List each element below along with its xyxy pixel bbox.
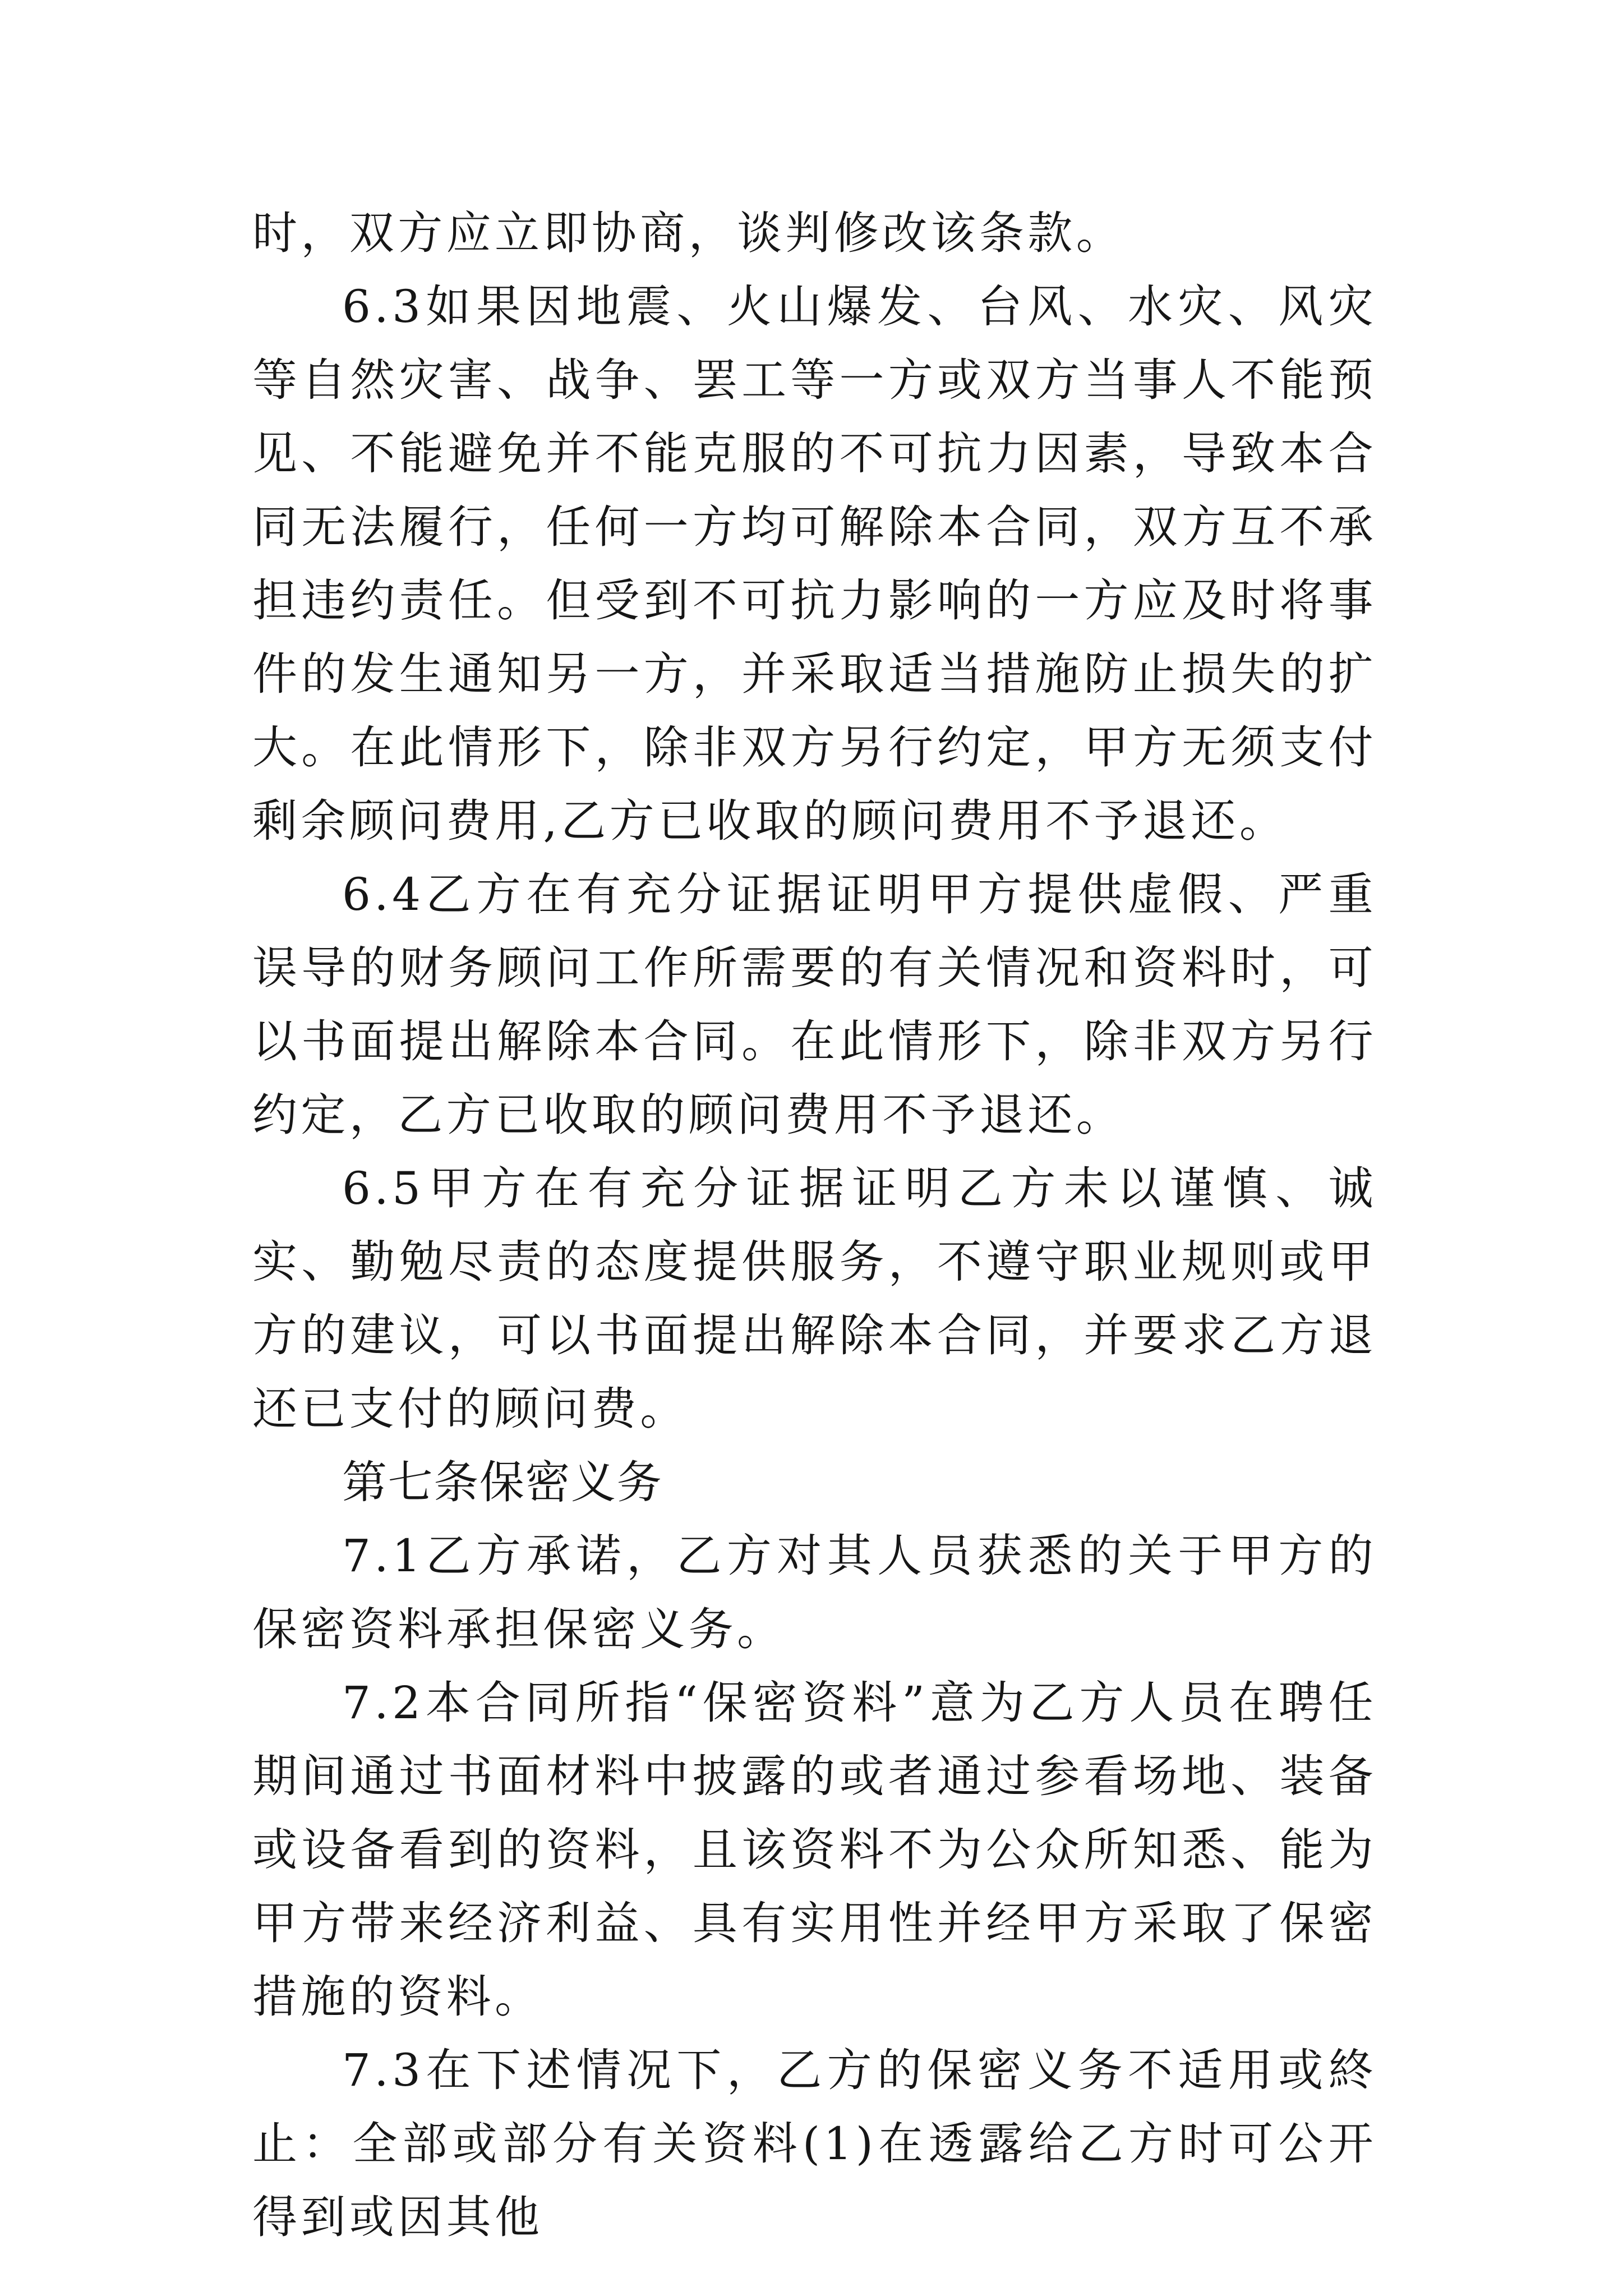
document-page (252, 196, 1377, 2254)
section-heading-article-7: 第七条保密义务 (342, 1456, 663, 1508)
paragraph-clause-6-3: 6.3如果因地震、火山爆发、台风、水灾、风灾等自然灾害、战争、罢工等一方或双方当事人不能预见、不能避免并不能克服的不可抗力因素，导致本合同无法履行，任何一方均可解除本合同，双方互不承担违约责任。但受到不可抗力影响的一方应及时将事件的发生通知另一方，并采取适当措施防止损失的扩大。在此情形下，除非双方另行约定，甲方无须支付剩余顾问费用,乙方已收取的顾问费用不予退还。 (252, 280, 1377, 847)
paragraph-clause-6-5: 6.5甲方在有充分证据证明乙方未以谨慎、诚实、勤勉尽责的态度提供服务，不遵守职业规则或甲方的建议，可以书面提出解除本合同，并要求乙方退还已支付的顾问费。 (252, 1162, 1377, 1435)
paragraph-clause-7-2: 7.2本合同所指“保密资料”意为乙方人员在聘任期间通过书面材料中披露的或者通过参看场地、装备或设备看到的资料，且该资料不为公众所知悉、能为甲方带来经济利益、具有实用性并经甲方采取了保密措施的资料。 (252, 1677, 1377, 2023)
paragraph-clause-7-3: 7.3在下述情况下，乙方的保密义务不适用或終止：全部或部分有关资料(1)在透露给乙方时可公开得到或因其他 (252, 2044, 1377, 2243)
paragraph-clause-6-4: 6.4乙方在有充分证据证明甲方提供虚假、严重误导的财务顾问工作所需要的有关情况和资料时，可以书面提出解除本合同。在此情形下，除非双方另行约定，乙方已收取的顾问费用不予退还。 (252, 868, 1377, 1141)
paragraph-continuation: 时，双方应立即协商，谈判修改该条款。 (252, 207, 1125, 259)
paragraph-clause-7-1: 7.1乙方承诺，乙方对其人员获悉的关于甲方的保密资料承担保密义务。 (252, 1530, 1377, 1655)
